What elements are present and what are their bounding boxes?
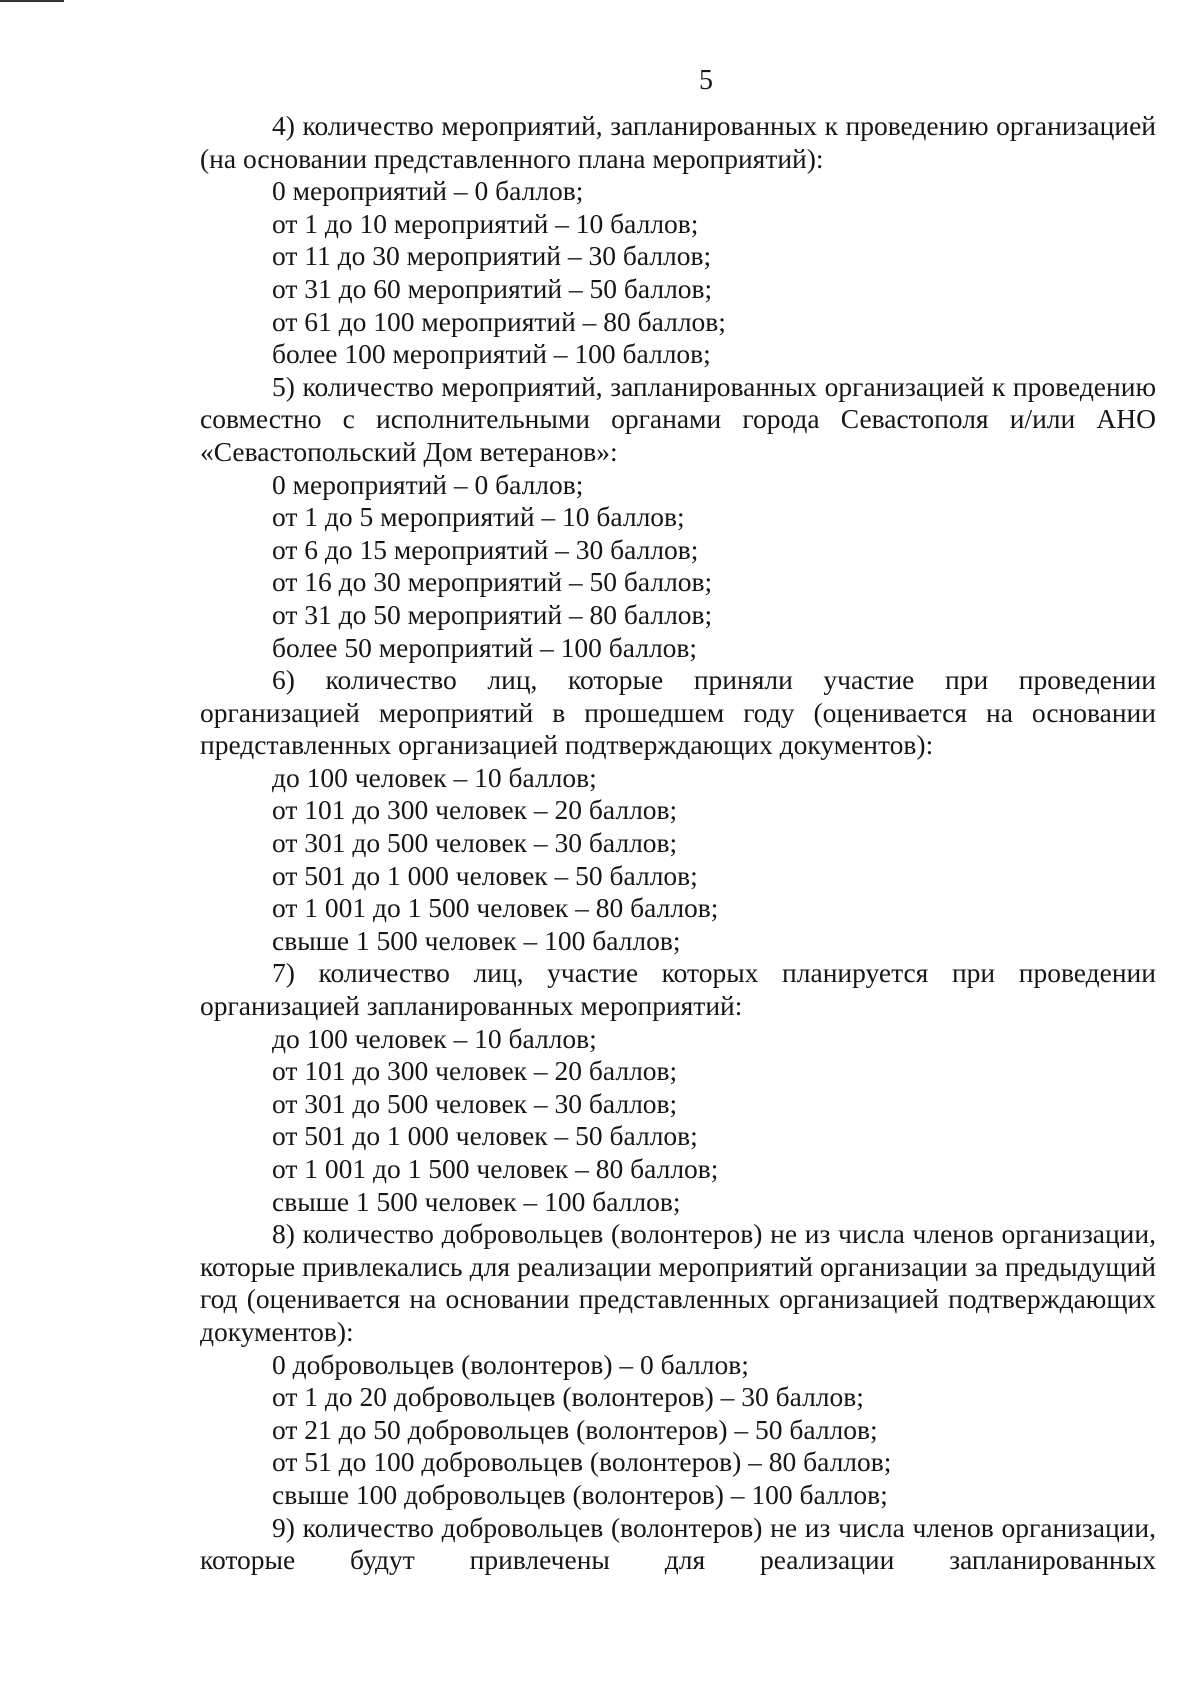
score-line: от 1 001 до 1 500 человек – 80 баллов; xyxy=(272,892,719,924)
score-line: от 1 до 5 мероприятий – 10 баллов; xyxy=(272,501,685,533)
document-body xyxy=(200,110,1156,1577)
score-line: от 51 до 100 добровольцев (волонтеров) – 80 баллов; xyxy=(272,1446,892,1478)
score-line: от 1 до 20 добровольцев (волонтеров) – 30 баллов; xyxy=(272,1381,864,1413)
score-line: от 1 001 до 1 500 человек – 80 баллов; xyxy=(272,1153,719,1184)
criterion-paragraph: 6) количество лиц, которые приняли участие при проведении организацией мероприятий в прошедшем году (оценивается на основании представленных организацией подтверждающих документов): xyxy=(200,664,1156,761)
score-line: более 50 мероприятий – 100 баллов; xyxy=(272,631,698,663)
score-line: от 101 до 300 человек – 20 баллов; xyxy=(272,1055,678,1087)
score-line: от 61 до 100 мероприятий – 80 баллов; xyxy=(272,305,726,337)
score-line: 0 мероприятий – 0 баллов; xyxy=(272,175,584,207)
page-number: 5 xyxy=(699,65,713,96)
score-line: от 501 до 1 000 человек – 50 баллов; xyxy=(272,1120,698,1152)
score-line: свыше 100 добровольцев (волонтеров) – 100 баллов; xyxy=(272,1478,888,1510)
score-line: от 101 до 300 человек – 20 баллов; xyxy=(272,794,678,826)
criterion-paragraph: 8) количество добровольцев (волонтеров) не из числа членов организации, которые привлекались для реализации мероприятий организации за предыдущий год (оценивается на основании представленных организацией подтверждающих документов): xyxy=(200,1218,1156,1347)
score-line: от 31 до 60 мероприятий – 50 баллов; xyxy=(272,272,713,304)
score-line: от 301 до 500 человек – 30 баллов; xyxy=(272,827,678,859)
score-line: 0 добровольцев (волонтеров) – 0 баллов; xyxy=(272,1348,749,1380)
score-line: от 11 до 30 мероприятий – 30 баллов; xyxy=(272,240,712,272)
score-line: от 31 до 50 мероприятий – 80 баллов; xyxy=(272,598,713,630)
score-line: до 100 человек – 10 баллов; xyxy=(272,761,597,793)
score-line: от 6 до 15 мероприятий – 30 баллов; xyxy=(272,533,699,565)
score-line: до 100 человек – 10 баллов; xyxy=(272,1022,597,1054)
score-line: от 16 до 30 мероприятий – 50 баллов; xyxy=(272,566,713,598)
score-line: от 1 до 10 мероприятий – 10 баллов; xyxy=(272,207,699,239)
criterion-paragraph: 7) количество лиц, участие которых планируется при проведении организацией запланированных мероприятий: xyxy=(200,957,1156,1022)
score-line: более 100 мероприятий – 100 баллов; xyxy=(272,338,711,370)
score-line: свыше 1 500 человек – 100 баллов; xyxy=(272,1185,681,1217)
criterion-paragraph: 4) количество мероприятий, запланированных к проведению организацией (на основании представленного плана мероприятий): xyxy=(200,110,1156,174)
score-line: от 21 до 50 добровольцев (волонтеров) – 50 баллов; xyxy=(272,1413,878,1445)
score-line: 0 мероприятий – 0 баллов; xyxy=(272,468,584,500)
criterion-paragraph-continued: 9) количество добровольцев (волонтеров) не из числа членов организации, которые будут привлечены для реализации запланированных xyxy=(200,1511,1156,1576)
score-line: свыше 1 500 человек – 100 баллов; xyxy=(272,924,681,956)
score-line: от 301 до 500 человек – 30 баллов; xyxy=(272,1087,678,1119)
score-line: от 501 до 1 000 человек – 50 баллов; xyxy=(272,859,698,891)
scan-edge-mark xyxy=(0,0,64,2)
criterion-paragraph: 5) количество мероприятий, запланированных организацией к проведению совместно с исполнительными органами города Севастополя и/или АНО «Севастопольский Дом ветеранов»: xyxy=(200,370,1156,467)
